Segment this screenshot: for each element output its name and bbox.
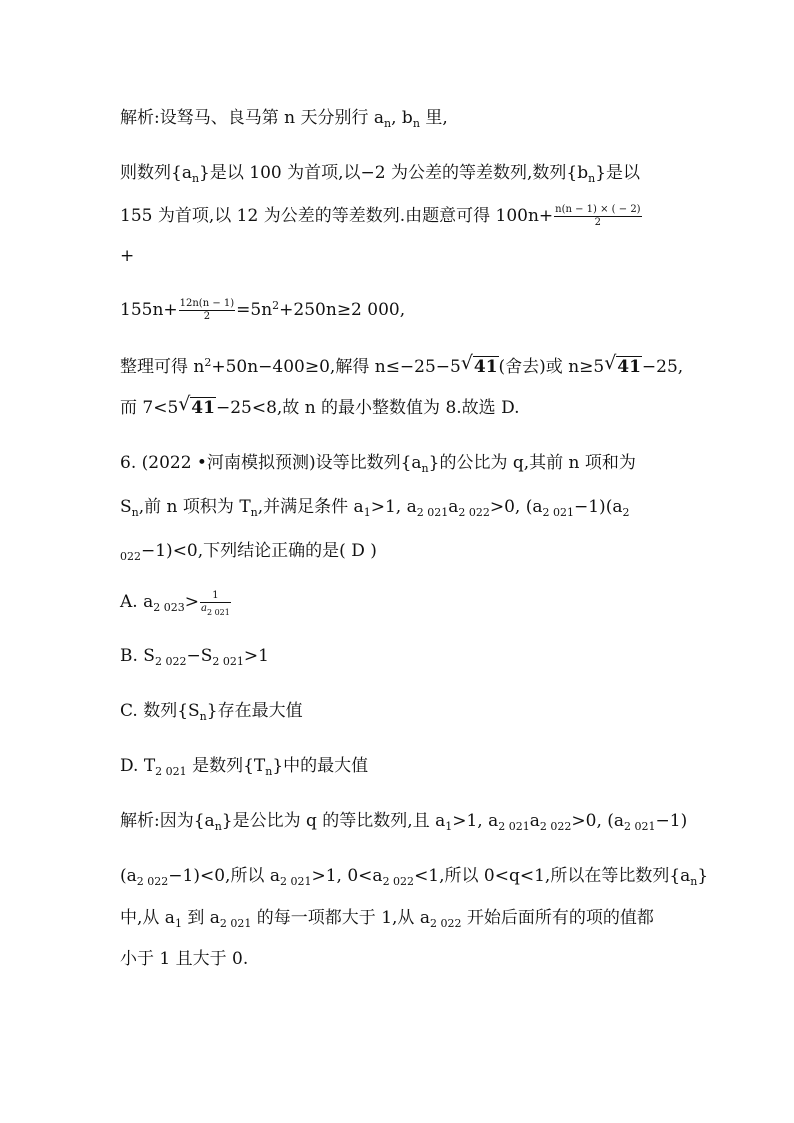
radical-icon: √	[460, 352, 473, 374]
option-b: B. $S_{2 022}-S_{2 021}>1$	[120, 646, 269, 668]
option-c: C. 数列$\{S_n\}$存在最大值	[120, 701, 303, 723]
fraction: $\frac{n(n - 1) \times ( - 2)}{2}$	[555, 204, 641, 228]
radical-icon: √	[604, 352, 617, 374]
text-line: 整理可得 $n^2+50n-400\ge 0$,解得 n≤−25−5 √ 41(舍去)或 n≥5 √ 41−25,	[120, 352, 684, 377]
fraction: $\frac{12n(n - 1)}{2}$	[179, 298, 235, 322]
text-line: 解析:因为$\{a_n\}$是公比为 q 的等比数列,且 $a_1>1$, $a_{2 021}a_{2 022}>0$, $(a_{2 021}-1)$	[120, 811, 688, 833]
text-line: 155 为首项,以 12 为公差的等差数列.由题意可得 100n+ $\frac{n(n - 1) \times ( - 2)}{2}$	[120, 204, 641, 228]
text-line: +	[120, 246, 135, 266]
square-root: √ 41	[604, 352, 641, 377]
square-root: √ 41	[178, 393, 215, 418]
text-line: 而 7<5 √ 41−25<8,故 n 的最小整数值为 8.故选 D.	[120, 393, 520, 418]
text-line: 小于 1 且大于 0.	[120, 949, 249, 969]
radical-icon: √	[178, 393, 191, 415]
text-line: 中,从 $a_1$ 到 $a_{2 021}$ 的每一项都大于 1,从 $a_{2 022}$ 开始后面所有的项的值都	[120, 908, 654, 930]
square-root: √ 41	[460, 352, 498, 377]
question-stem: 6. (2022 •河南模拟预测)设等比数列$\{a_n\}$的公比为 q,其前 n 项和为	[120, 453, 636, 475]
option-d: D. $T_{2 021}$ 是数列$\{T_n\}$中的最大值	[120, 756, 369, 778]
question-stem: $_{022}$−1)<0,下列结论正确的是( D )	[120, 541, 377, 563]
question-stem: $S_n$,前 n 项积为 $T_n$,并满足条件 $a_1>1$, $a_{2 021}a_{2 022}>0$, $(a_{2 021}-1)(a_2$	[120, 497, 630, 519]
text-line: 155n+ $\frac{12n(n - 1)}{2}$ $=5n^2+250n\ge 2$ 000,	[120, 298, 406, 322]
text-line: $(a_{2 022}-1)<0$,所以 $a_{2 021}>1$, $0<a_{2 022}<1$,所以 0<q<1,所以在等比数列$\{a_n\}$	[120, 866, 709, 888]
fraction: $\frac{1}{a_{2 021}}$	[200, 590, 230, 617]
text-line: 解析:设驽马、良马第 n 天分别行 $a_n$, $b_n$ 里,	[120, 108, 448, 130]
option-a: A. $a_{2 023}>$ $\frac{1}{a_{2 021}}$	[120, 590, 230, 617]
text-line: 则数列$\{a_n\}$是以 100 为首项,以−2 为公差的等差数列,数列$\{b_n\}$是以	[120, 163, 641, 185]
